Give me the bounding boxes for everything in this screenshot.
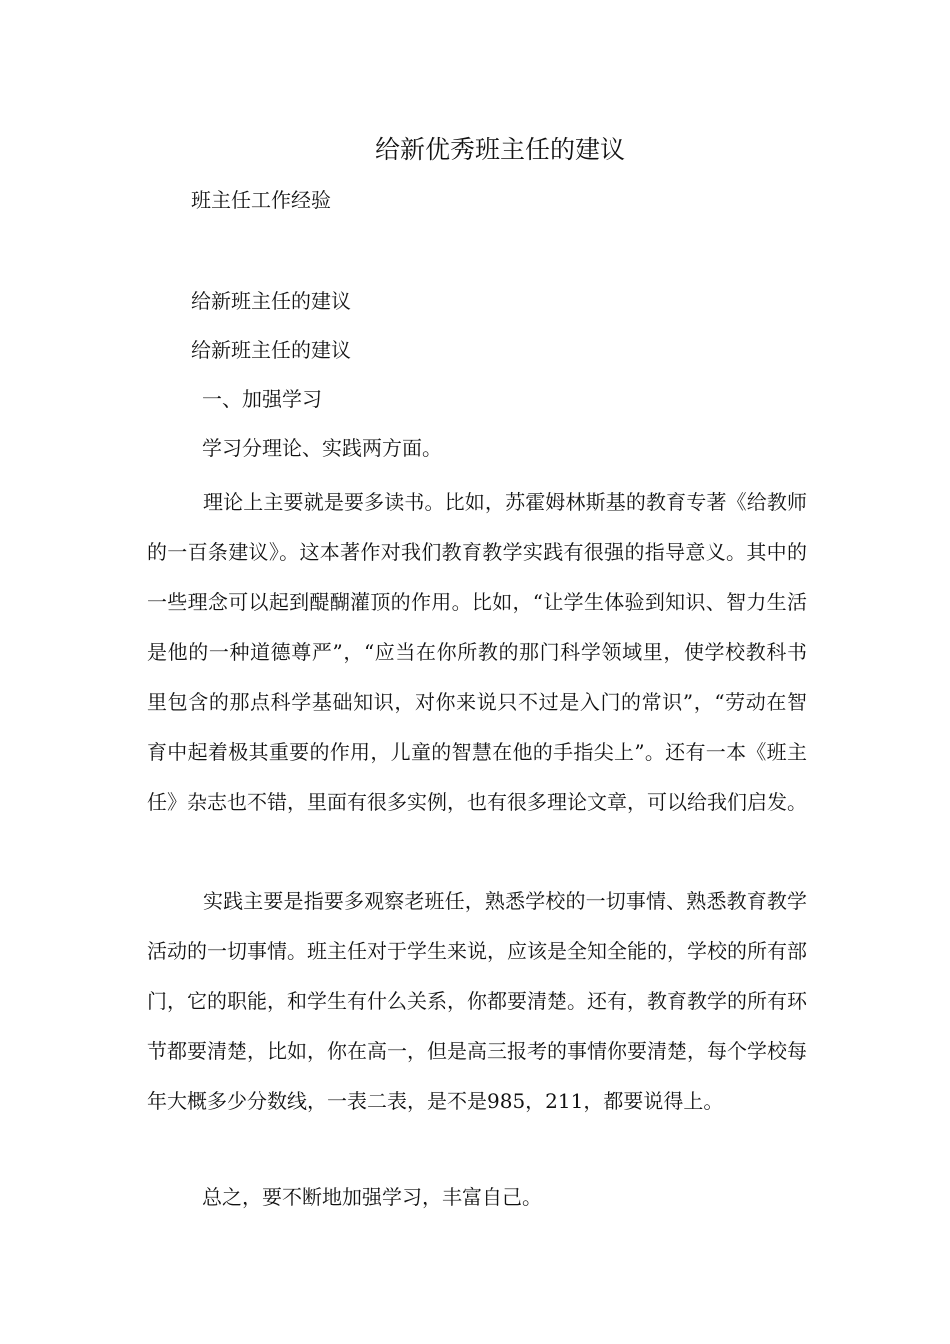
document-title: 给新优秀班主任的建议 [374,135,625,164]
section-title: 一、加强学习 [202,387,322,411]
paragraph-theory: 理论上主要就是要多读书。比如，苏霍姆林斯基的教育专著《给教师的一百条建议》。这本著作对我们教育教学实践有很强的指导意义。其中的一些理念可以起到醍醐灌顶的作用。比如，“让学生体验到知识、智力生活是他的一种道德尊严”，“应当在你所教的那门科学领域里，使学校教科书里包含的那点科学基础知识，对你来说只不过是入门的常识”，“劳动在智育中起着极其重要的作用，儿童的智慧在他的手指尖上”。还有一本《班主任》杂志也不错，里面有很多实例，也有很多理论文章，可以给我们启发。 [147,490,807,814]
summary-line: 总之，要不断地加强学习，丰富自己。 [202,1185,542,1209]
heading-advice-1: 给新班主任的建议 [191,289,351,313]
document-subtitle: 班主任工作经验 [191,188,331,212]
section-intro: 学习分理论、实践两方面。 [202,436,442,460]
heading-advice-2: 给新班主任的建议 [191,338,351,362]
paragraph-practice: 实践主要是指要多观察老班任，熟悉学校的一切事情、熟悉教育教学活动的一切事情。班主任对于学生来说，应该是全知全能的，学校的所有部门，它的职能，和学生有什么关系，你都要清楚。还有，教育教学的所有环节都要清楚，比如，你在高一，但是高三报考的事情你要清楚，每个学校每年大概多少分数线，一表二表，是不是985，211，都要说得上。 [147,889,807,1113]
